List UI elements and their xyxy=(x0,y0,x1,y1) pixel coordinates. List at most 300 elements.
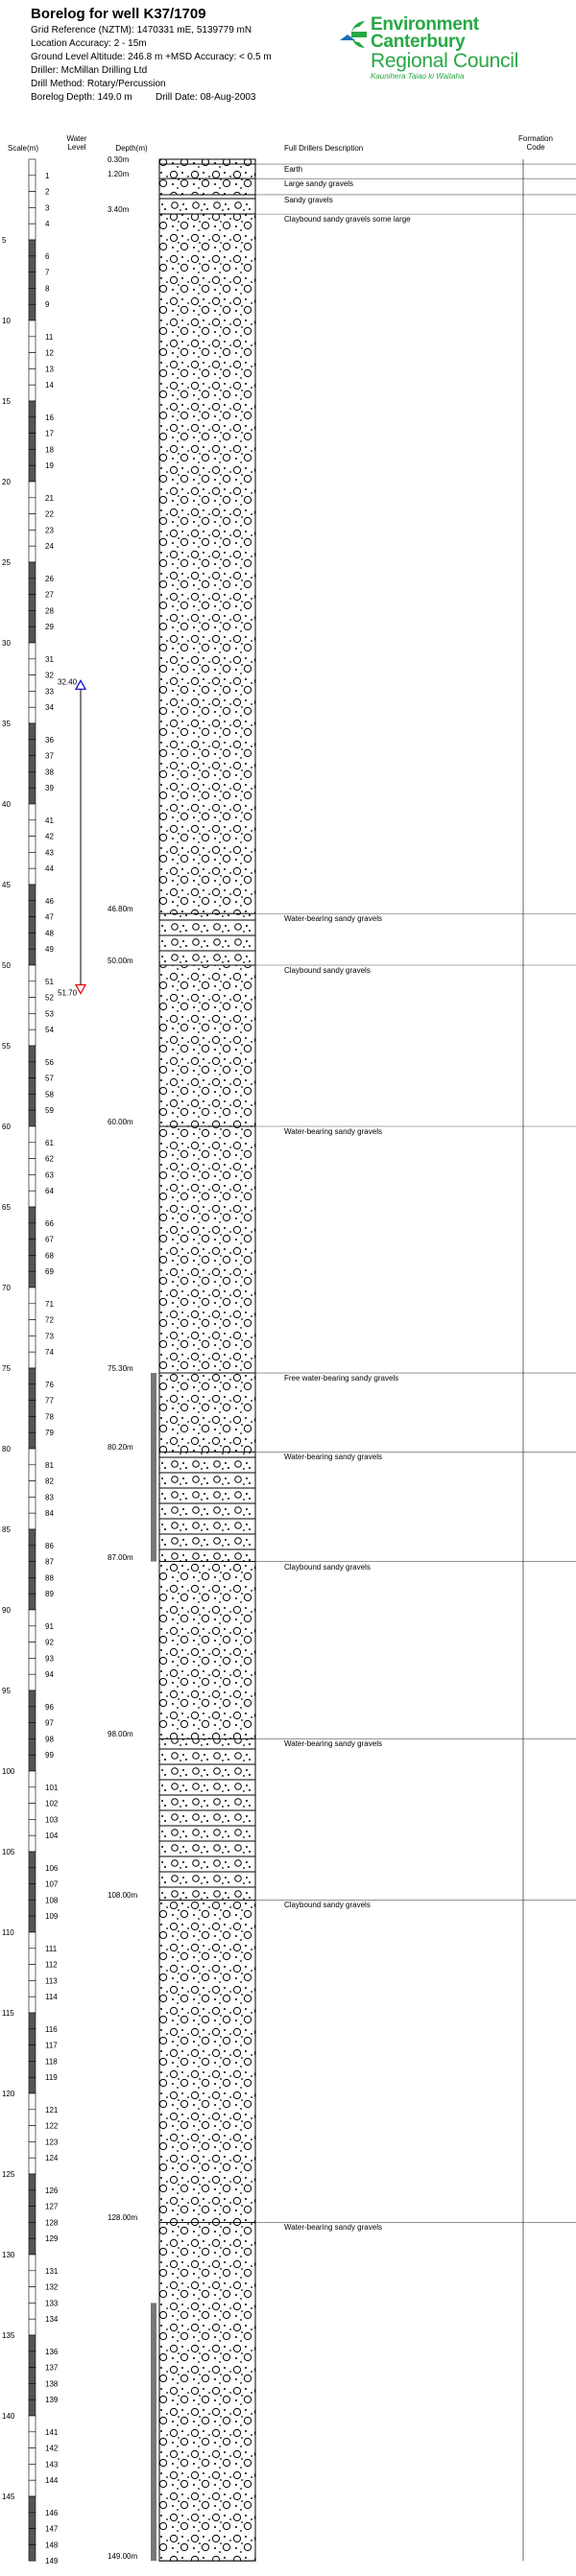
scale-segment xyxy=(29,1513,36,1529)
metre-label: 134 xyxy=(45,2315,59,2325)
metre-label: 79 xyxy=(45,1429,54,1438)
scale-segment xyxy=(29,804,36,820)
scale-segment xyxy=(29,304,36,320)
depth-scale-column xyxy=(2,159,59,2565)
metre-label: 47 xyxy=(45,912,54,922)
scale-segment xyxy=(29,1352,36,1368)
metre-label: 122 xyxy=(45,2121,59,2131)
layer-description: Claybound sandy gravels xyxy=(284,966,371,975)
scale-segment xyxy=(29,337,36,353)
scale-segment xyxy=(29,2077,36,2093)
scale-segment xyxy=(29,949,36,965)
metre-label: 36 xyxy=(45,735,54,744)
scale-segment xyxy=(29,1126,36,1143)
lithology-layer xyxy=(159,1900,255,2222)
scale-segment xyxy=(29,2448,36,2465)
scale-segment xyxy=(29,837,36,853)
metre-label: 116 xyxy=(45,2024,58,2034)
scale-segment xyxy=(29,901,36,917)
metre-label: 86 xyxy=(45,1541,54,1550)
metre-label: 127 xyxy=(45,2202,59,2211)
metre-label: 69 xyxy=(45,1267,54,1277)
scale-segment xyxy=(29,1062,36,1078)
scale-segment xyxy=(29,2093,36,2110)
scale-segment xyxy=(29,1771,36,1787)
scale-segment xyxy=(29,1723,36,1739)
metre-label: 41 xyxy=(45,815,54,825)
metre-label: 139 xyxy=(45,2396,59,2405)
scale-segment xyxy=(29,2529,36,2545)
scale-segment xyxy=(29,176,36,192)
metre-label: 143 xyxy=(45,2460,59,2470)
metre-label: 37 xyxy=(45,751,54,761)
scale-segment xyxy=(29,465,36,482)
scale-segment xyxy=(29,626,36,643)
scale-segment xyxy=(29,1288,36,1304)
scale-segment xyxy=(29,1852,36,1868)
layer-description: Water-bearing sandy gravels xyxy=(284,914,382,924)
scale-segment xyxy=(29,2174,36,2190)
scale-segment xyxy=(29,1868,36,1884)
scale-segment xyxy=(29,1707,36,1723)
scale-segment xyxy=(29,2432,36,2448)
scale-segment xyxy=(29,368,36,385)
depth-label: 149.00m xyxy=(108,2552,138,2562)
lithology-layer xyxy=(159,214,255,913)
scale-segment xyxy=(29,2158,36,2174)
scale-segment xyxy=(29,1884,36,1901)
scale-segment xyxy=(29,2029,36,2045)
metre-label: 92 xyxy=(45,1638,54,1647)
scale-segment xyxy=(29,2416,36,2432)
scale-segment xyxy=(29,1626,36,1642)
scale-segment xyxy=(29,1384,36,1401)
scale-segment xyxy=(29,417,36,434)
metre-label: 44 xyxy=(45,864,54,874)
scale-tick-label: 145 xyxy=(2,2493,15,2501)
metre-label: 102 xyxy=(45,1799,59,1808)
metre-label: 138 xyxy=(45,2379,59,2389)
metre-label: 1 xyxy=(45,171,50,180)
metre-label: 39 xyxy=(45,784,54,793)
depth-label: 87.00m xyxy=(108,1552,133,1562)
metre-label: 61 xyxy=(45,1138,54,1147)
metre-label: 119 xyxy=(45,2073,58,2083)
scale-segment xyxy=(29,2480,36,2496)
scale-segment xyxy=(29,1997,36,2013)
scale-segment xyxy=(29,788,36,804)
metre-label: 148 xyxy=(45,2541,59,2550)
screen-interval xyxy=(151,2303,156,2561)
scale-tick-label: 30 xyxy=(2,639,11,648)
scale-segment xyxy=(29,2110,36,2126)
metre-label: 149 xyxy=(45,2557,59,2566)
scale-segment xyxy=(29,2351,36,2368)
metre-label: 74 xyxy=(45,1348,54,1358)
scale-tick-label: 135 xyxy=(2,2331,15,2340)
metre-label: 93 xyxy=(45,1654,54,1664)
scale-tick-label: 45 xyxy=(2,881,11,889)
scale-segment xyxy=(29,272,36,289)
metre-label: 9 xyxy=(45,300,50,310)
metre-label: 29 xyxy=(45,623,54,632)
metre-label: 42 xyxy=(45,832,54,841)
metre-label: 21 xyxy=(45,493,54,503)
scale-segment xyxy=(29,434,36,450)
metre-label: 4 xyxy=(45,220,50,229)
scale-segment xyxy=(29,2126,36,2142)
metre-label: 91 xyxy=(45,1621,54,1631)
layer-description: Claybound sandy gravels xyxy=(284,1562,371,1572)
metre-label: 18 xyxy=(45,445,54,455)
scale-segment xyxy=(29,2496,36,2513)
lithology-layer xyxy=(159,1562,255,1739)
metre-label: 46 xyxy=(45,896,54,906)
scale-segment xyxy=(29,1965,36,1981)
scale-segment xyxy=(29,530,36,546)
driller: Driller: McMillan Drilling Ltd xyxy=(31,65,148,76)
scale-tick-label: 25 xyxy=(2,558,11,567)
layer-description: Claybound sandy gravels some large xyxy=(284,215,411,225)
metre-label: 54 xyxy=(45,1026,54,1035)
metre-label: 59 xyxy=(45,1106,54,1116)
scale-segment xyxy=(29,1029,36,1046)
scale-segment xyxy=(29,1932,36,1949)
lithology-layer xyxy=(159,195,255,214)
scale-segment xyxy=(29,1594,36,1610)
metre-label: 142 xyxy=(45,2444,59,2453)
scale-segment xyxy=(29,1368,36,1384)
scale-segment xyxy=(29,1174,36,1191)
scale-segment xyxy=(29,1900,36,1916)
scale-segment xyxy=(29,1094,36,1110)
metre-label: 19 xyxy=(45,461,54,471)
scale-tick-label: 130 xyxy=(2,2251,15,2259)
scale-segment xyxy=(29,546,36,562)
drill-method: Drill Method: Rotary/Percussion xyxy=(31,79,166,89)
scale-segment xyxy=(29,675,36,692)
metre-label: 72 xyxy=(45,1315,54,1325)
metre-label: 76 xyxy=(45,1380,54,1389)
scale-tick-label: 125 xyxy=(2,2170,15,2179)
scale-header: Scale(m) xyxy=(7,144,38,153)
lithology-layer xyxy=(159,913,255,965)
scale-tick-label: 60 xyxy=(2,1123,11,1131)
metre-label: 98 xyxy=(45,1735,54,1744)
scale-segment xyxy=(29,1610,36,1626)
metre-label: 62 xyxy=(45,1154,54,1164)
scale-segment xyxy=(29,2399,36,2416)
scale-segment xyxy=(29,2255,36,2271)
scale-segment xyxy=(29,2238,36,2255)
scale-segment xyxy=(29,1546,36,1562)
scale-tick-label: 55 xyxy=(2,1042,11,1051)
metre-label: 13 xyxy=(45,365,54,374)
metre-label: 109 xyxy=(45,1912,59,1922)
description-header: Full Drillers Description xyxy=(284,144,364,153)
layer-description: Water-bearing sandy gravels xyxy=(284,1127,382,1136)
metre-label: 28 xyxy=(45,606,54,616)
metre-label: 87 xyxy=(45,1557,54,1567)
scale-segment xyxy=(29,1078,36,1095)
scale-segment xyxy=(29,401,36,417)
lithology-layer xyxy=(159,2222,255,2561)
metre-label: 104 xyxy=(45,1832,59,1841)
metre-label: 97 xyxy=(45,1718,54,1728)
lithology-layer xyxy=(159,1452,255,1561)
scale-segment xyxy=(29,482,36,498)
scale-segment xyxy=(29,1497,36,1513)
scale-segment xyxy=(29,1980,36,1997)
scale-segment xyxy=(29,1013,36,1029)
scale-segment xyxy=(29,1110,36,1126)
metre-label: 123 xyxy=(45,2138,59,2147)
metre-label: 57 xyxy=(45,1074,54,1083)
logo-line-1: Environment xyxy=(371,14,479,35)
metre-label: 106 xyxy=(45,1863,59,1873)
metre-label: 2 xyxy=(45,187,50,197)
formation-header: Formation Code xyxy=(517,134,553,152)
scale-segment xyxy=(29,1401,36,1417)
metre-label: 38 xyxy=(45,768,54,777)
metre-label: 84 xyxy=(45,1509,54,1519)
scale-tick-label: 120 xyxy=(2,2090,15,2098)
metre-label: 114 xyxy=(45,1993,58,2002)
scale-segment xyxy=(29,643,36,659)
scale-segment xyxy=(29,2513,36,2529)
scale-segment xyxy=(29,288,36,304)
lithology-layer xyxy=(159,1373,255,1452)
metre-label: 94 xyxy=(45,1670,54,1680)
water-level-indicator xyxy=(58,677,85,997)
metre-label: 71 xyxy=(45,1299,54,1309)
metre-label: 89 xyxy=(45,1590,54,1599)
metre-label: 96 xyxy=(45,1702,54,1712)
depth-label: 1.20m xyxy=(108,170,130,179)
scale-segment xyxy=(29,1143,36,1159)
metre-label: 73 xyxy=(45,1332,54,1341)
scale-tick-label: 100 xyxy=(2,1767,15,1776)
depth-label: 50.00m xyxy=(108,957,133,965)
metre-label: 78 xyxy=(45,1412,54,1422)
metre-label: 77 xyxy=(45,1396,54,1406)
scale-segment xyxy=(29,1207,36,1223)
metre-label: 99 xyxy=(45,1751,54,1761)
lithology-layer xyxy=(159,159,255,164)
metre-label: 26 xyxy=(45,574,54,583)
scale-segment xyxy=(29,1658,36,1674)
metre-label: 117 xyxy=(45,2041,58,2050)
scale-segment xyxy=(29,2222,36,2238)
metre-label: 51 xyxy=(45,977,54,986)
lithology-layer xyxy=(159,1126,255,1373)
scale-segment xyxy=(29,224,36,240)
page-title: Borelog for well K37/1709 xyxy=(31,6,206,22)
metre-label: 67 xyxy=(45,1235,54,1244)
lithology-layer xyxy=(159,164,255,178)
scale-segment xyxy=(29,256,36,272)
scale-segment xyxy=(29,868,36,885)
metre-label: 146 xyxy=(45,2508,59,2517)
scale-segment xyxy=(29,1562,36,1578)
scale-segment xyxy=(29,240,36,256)
metre-label: 23 xyxy=(45,526,54,535)
scale-segment xyxy=(29,1046,36,1062)
scale-segment xyxy=(29,2141,36,2158)
scale-segment xyxy=(29,595,36,611)
scale-segment xyxy=(29,1159,36,1175)
metre-label: 133 xyxy=(45,2299,59,2308)
metre-label: 147 xyxy=(45,2524,59,2534)
lithology-layer xyxy=(159,178,255,195)
scale-segment xyxy=(29,2045,36,2062)
scale-segment xyxy=(29,514,36,531)
metre-label: 8 xyxy=(45,284,50,294)
metre-label: 14 xyxy=(45,381,54,390)
layer-description: Sandy gravels xyxy=(284,195,333,204)
metre-label: 108 xyxy=(45,1896,59,1905)
metre-label: 121 xyxy=(45,2105,59,2115)
depth-label: 98.00m xyxy=(108,1730,133,1739)
metre-label: 81 xyxy=(45,1460,54,1470)
metre-label: 83 xyxy=(45,1493,54,1502)
scale-tick-label: 10 xyxy=(2,317,11,325)
scale-segment xyxy=(29,885,36,901)
scale-tick-label: 110 xyxy=(2,1928,14,1937)
scale-segment xyxy=(29,498,36,514)
scale-segment xyxy=(29,1481,36,1498)
scale-segment xyxy=(29,207,36,224)
scale-segment xyxy=(29,1690,36,1707)
metre-label: 11 xyxy=(45,332,54,342)
scale-segment xyxy=(29,707,36,723)
logo-line-3: Regional Council xyxy=(371,50,518,72)
scale-segment xyxy=(29,1529,36,1546)
scale-segment xyxy=(29,1255,36,1271)
scale-segment xyxy=(29,562,36,579)
scale-segment xyxy=(29,1320,36,1336)
scale-tick-label: 65 xyxy=(2,1203,11,1212)
metre-label: 137 xyxy=(45,2363,59,2373)
scale-segment xyxy=(29,2383,36,2399)
layer-description: Free water-bearing sandy gravels xyxy=(284,1374,399,1383)
location-accuracy: Location Accuracy: 2 - 15m xyxy=(31,38,147,49)
scale-segment xyxy=(29,1804,36,1820)
scale-segment xyxy=(29,2319,36,2335)
logo-line-2: Canterbury xyxy=(371,32,466,52)
scale-segment xyxy=(29,2271,36,2287)
metre-label: 7 xyxy=(45,268,50,277)
scale-segment xyxy=(29,2207,36,2223)
depth-label: 0.30m xyxy=(108,155,130,165)
scale-segment xyxy=(29,2303,36,2319)
metre-label: 82 xyxy=(45,1477,54,1486)
scale-segment xyxy=(29,1432,36,1449)
scale-segment xyxy=(29,723,36,740)
scale-segment xyxy=(29,981,36,998)
scale-tick-label: 75 xyxy=(2,1364,11,1373)
depth-label: 60.00m xyxy=(108,1118,133,1126)
layer-description: Earth xyxy=(284,165,303,175)
metre-label: 17 xyxy=(45,429,54,438)
scale-segment xyxy=(29,2544,36,2561)
scale-tick-label: 70 xyxy=(2,1284,11,1292)
scale-segment xyxy=(29,1304,36,1320)
scale-segment xyxy=(29,2335,36,2351)
scale-segment xyxy=(29,852,36,868)
metre-label: 24 xyxy=(45,542,54,552)
scale-segment xyxy=(29,385,36,401)
scale-segment xyxy=(29,1755,36,1771)
scale-segment xyxy=(29,353,36,369)
scale-segment xyxy=(29,1642,36,1659)
layer-description: Water-bearing sandy gravels xyxy=(284,1453,382,1462)
metre-label: 66 xyxy=(45,1218,54,1228)
metre-label: 52 xyxy=(45,993,54,1003)
metre-label: 68 xyxy=(45,1251,54,1261)
metre-label: 49 xyxy=(45,945,54,955)
scale-segment xyxy=(29,1465,36,1481)
metre-label: 112 xyxy=(45,1960,58,1970)
metre-label: 131 xyxy=(45,2266,59,2276)
metre-label: 113 xyxy=(45,1976,58,1986)
borelog-depth: Borelog Depth: 149.0 m xyxy=(31,92,132,103)
scale-tick-label: 5 xyxy=(2,236,7,245)
scale-segment xyxy=(29,2464,36,2480)
scale-tick-label: 50 xyxy=(2,961,11,970)
scale-tick-label: 115 xyxy=(2,2009,14,2018)
metre-label: 118 xyxy=(45,2057,58,2067)
scale-segment xyxy=(29,192,36,208)
scale-tick-label: 85 xyxy=(2,1525,11,1534)
scale-segment xyxy=(29,756,36,772)
scale-segment xyxy=(29,740,36,756)
scale-segment xyxy=(29,1416,36,1432)
scale-segment xyxy=(29,1674,36,1690)
metre-label: 103 xyxy=(45,1815,59,1825)
metre-label: 111 xyxy=(45,1944,58,1953)
scale-segment xyxy=(29,933,36,949)
metre-label: 53 xyxy=(45,1009,54,1019)
layer-description: Claybound sandy gravels xyxy=(284,1901,371,1910)
water-level-bottom-label: 51.70 xyxy=(58,988,78,998)
scale-segment xyxy=(29,1577,36,1594)
scale-segment xyxy=(29,1738,36,1755)
ground-level: Ground Level Altitude: 246.8 m +MSD Accuracy: < 0.5 m xyxy=(31,52,272,62)
water-level-header: Water Level xyxy=(66,134,87,152)
metre-label: 144 xyxy=(45,2476,59,2486)
layer-description: Large sandy gravels xyxy=(284,179,354,189)
logo-line-4: Kaunihera Taiao ki Waitaha xyxy=(371,72,465,81)
scale-tick-label: 20 xyxy=(2,478,11,486)
lithology-layer xyxy=(159,1738,255,1900)
scale-segment xyxy=(29,1223,36,1240)
scale-segment xyxy=(29,1271,36,1288)
scale-segment xyxy=(29,1835,36,1852)
scale-tick-label: 95 xyxy=(2,1687,11,1695)
drill-date: Drill Date: 08-Aug-2003 xyxy=(156,92,256,103)
depth-label: 75.30m xyxy=(108,1364,133,1374)
scale-segment xyxy=(29,2287,36,2304)
scale-segment xyxy=(29,771,36,788)
scale-segment xyxy=(29,659,36,675)
depth-label: 108.00m xyxy=(108,1891,138,1901)
metre-label: 22 xyxy=(45,509,54,519)
metre-label: 33 xyxy=(45,687,54,697)
depth-header: Depth(m) xyxy=(115,144,148,153)
layer-description: Water-bearing sandy gravels xyxy=(284,1739,382,1749)
metre-label: 12 xyxy=(45,348,54,358)
